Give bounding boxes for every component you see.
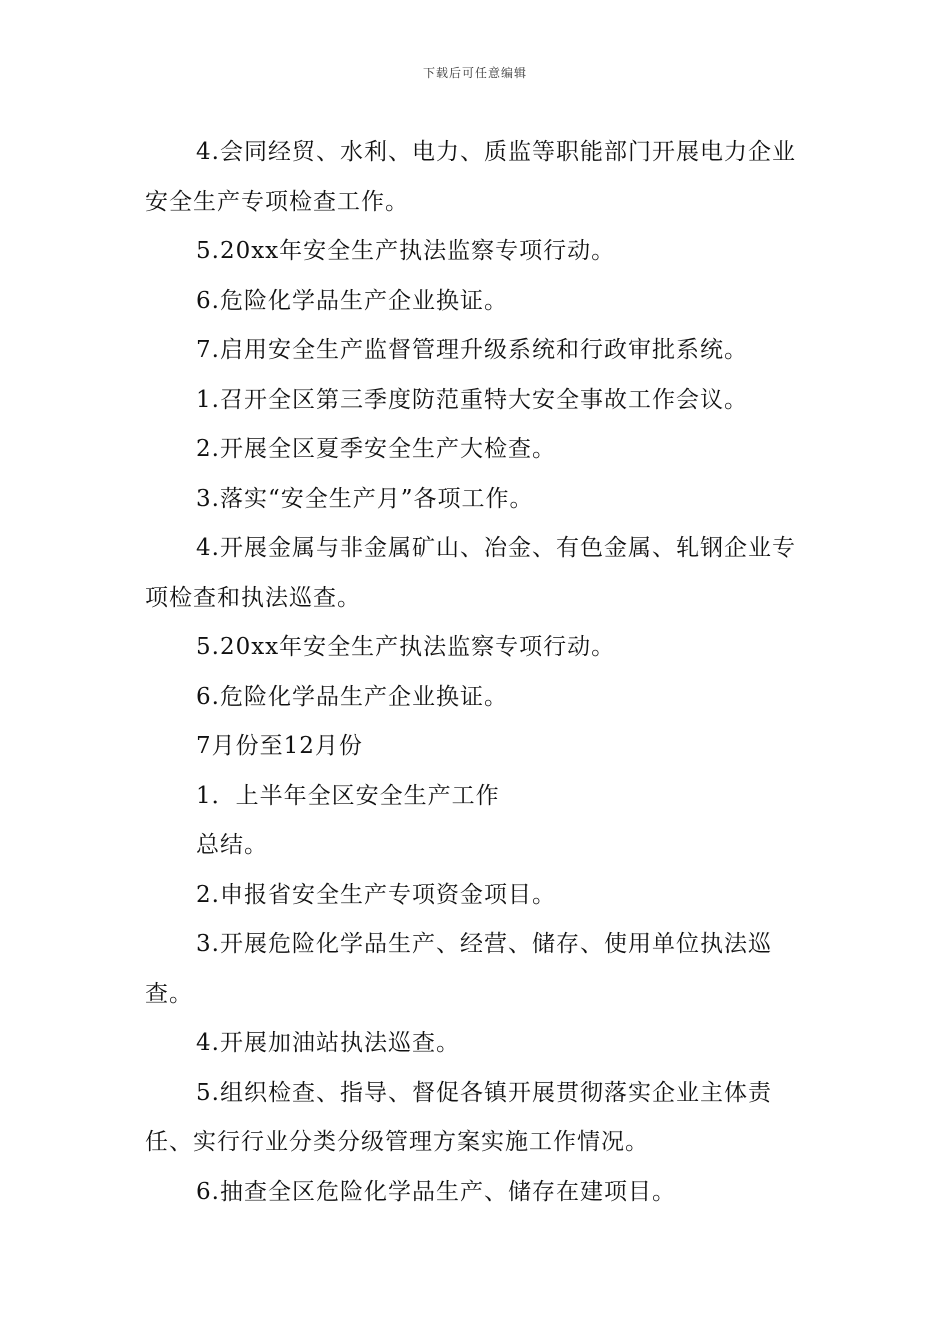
- paragraph: 2.开展全区夏季安全生产大检查。: [196, 436, 556, 462]
- paragraph: 4.开展加油站执法巡查。: [196, 1030, 460, 1056]
- paragraph: 1.召开全区第三季度防范重特大安全事故工作会议。: [196, 386, 748, 413]
- paragraph: 3.开展危险化学品生产、经营、储存、使用单位执法巡查。: [145, 931, 772, 1007]
- page-header-note: 下载后可任意编辑: [422, 66, 527, 80]
- paragraph: 5.20xx年安全生产执法监察专项行动。: [196, 634, 616, 660]
- paragraph: 5.组织检查、指导、督促各镇开展贯彻落实企业主体责任、实行行业分类分级管理方案实施工作情况。: [145, 1079, 772, 1155]
- paragraph: 6.危险化学品生产企业换证。: [196, 287, 508, 314]
- paragraph: 2.申报省安全生产专项资金项目。: [196, 881, 556, 908]
- paragraph: 7.启用安全生产监督管理升级系统和行政审批系统。: [196, 337, 748, 363]
- paragraph: 6.抽查全区危险化学品生产、储存在建项目。: [196, 1178, 676, 1205]
- paragraph: 4.会同经贸、水利、电力、质监等职能部门开展电力企业安全生产专项检查工作。: [145, 139, 796, 215]
- paragraph: 4.开展金属与非金属矿山、冶金、有色金属、轧钢企业专项检查和执法巡查。: [145, 535, 796, 611]
- section-heading: 7月份至12月份: [196, 733, 363, 759]
- paragraph: 5.20xx年安全生产执法监察专项行动。: [196, 238, 616, 264]
- paragraph: 3.落实“安全生产月”各项工作。: [196, 485, 534, 512]
- document-body: [145, 128, 810, 1217]
- paragraph: 6.危险化学品生产企业换证。: [196, 683, 508, 710]
- paragraph: 1．上半年全区安全生产工作: [196, 782, 500, 809]
- paragraph: 总结。: [196, 832, 268, 858]
